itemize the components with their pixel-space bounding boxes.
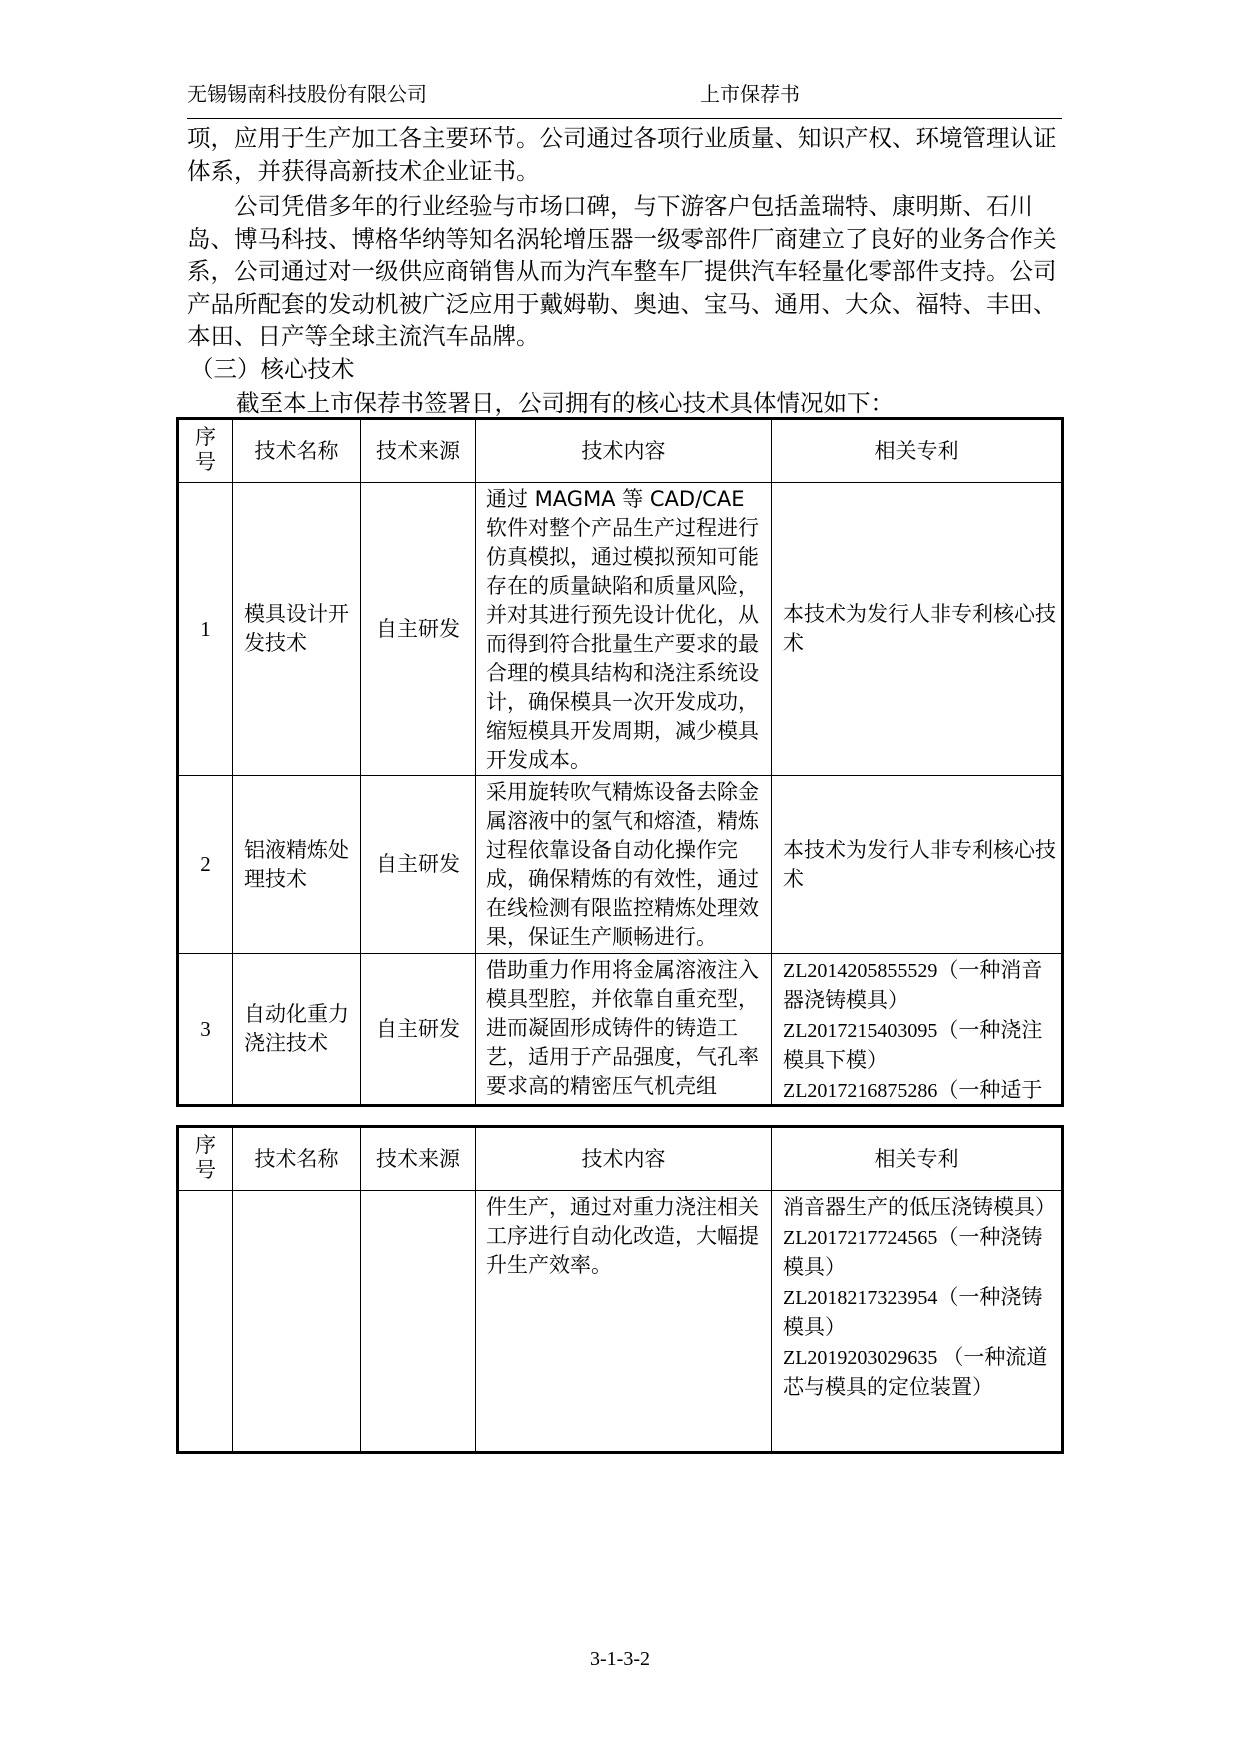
header-content: 技术内容: [476, 1127, 772, 1191]
row-patents: [772, 1191, 1063, 1453]
row-no: 2: [178, 776, 233, 954]
header-no: 序 号: [178, 419, 233, 483]
row-patents: 本技术为发行人非专利核心技术: [772, 776, 1063, 954]
header-content: 技术内容: [476, 419, 772, 483]
patent-item: ZL2019203029635 （一种流道芯与模具的定位装置）: [783, 1345, 1048, 1399]
page-number: 3-1-3-2: [590, 1648, 650, 1670]
table-header-row: [178, 1127, 1063, 1191]
row-content: 件生产，通过对重力浇注相关工序进行自动化改造，大幅提升生产效率。: [476, 1191, 772, 1453]
patent-item: ZL2018217323954（一种浇铸模具）: [783, 1285, 1043, 1339]
table-intro: 截至本上市保荐书签署日，公司拥有的核心技术具体情况如下：: [236, 389, 894, 417]
row-source: 自主研发: [361, 954, 476, 1106]
row-patents: [772, 954, 1063, 1106]
header-no: 序 号: [178, 1127, 233, 1191]
table-row: [178, 1191, 1063, 1453]
document-type: 上市保荐书: [700, 82, 800, 106]
patent-item: ZL2017215403095（一种浇注模具下模）: [783, 1018, 1043, 1072]
row-name: [233, 1191, 361, 1453]
header-name: 技术名称: [233, 1127, 361, 1191]
patent-item: ZL2017216875286（一种适于: [783, 1078, 1043, 1102]
row-no: 3: [178, 954, 233, 1106]
patent-item: ZL2017217724565（一种浇铸模具）: [783, 1225, 1043, 1279]
row-name: 自动化重力浇注技术: [233, 954, 361, 1106]
header-name: 技术名称: [233, 419, 361, 483]
patent-item: 消音器生产的低压浇铸模具）: [783, 1195, 1056, 1219]
table-row: [178, 776, 1063, 954]
row-no: [178, 1191, 233, 1453]
header-patents: 相关专利: [772, 1127, 1063, 1191]
row-name: 模具设计开发技术: [233, 483, 361, 776]
company-name: 无锡锡南科技股份有限公司: [187, 82, 427, 106]
table-row: [178, 954, 1063, 1106]
row-content: 通过 MAGMA 等 CAD/CAE 软件对整个产品生产过程进行仿真模拟，通过模拟预知可能存在的质量缺陷和质量风险，并对其进行预先设计优化，从而得到符合批量生产要求的最合理的模具结构和浇注系统设计，确保模具一次开发成功，缩短模具开发周期，减少模具开发成本。: [476, 483, 772, 776]
header-patents: 相关专利: [772, 419, 1063, 483]
row-content: 采用旋转吹气精炼设备去除金属溶液中的氢气和熔渣，精炼过程依靠设备自动化操作完成，确保精炼的有效性，通过在线检测有限监控精炼处理效果，保证生产顺畅进行。: [476, 776, 772, 954]
row-content: 借助重力作用将金属溶液注入模具型腔，并依靠自重充型，进而凝固形成铸件的铸造工艺，适用于产品强度，气孔率要求高的精密压气机壳组: [476, 954, 772, 1106]
row-source: [361, 1191, 476, 1453]
row-source: 自主研发: [361, 776, 476, 954]
core-tech-table-continued: [176, 1125, 1064, 1454]
row-no: 1: [178, 483, 233, 776]
table-header-row: [178, 419, 1063, 483]
paragraph-1: 项，应用于生产加工各主要环节。公司通过各项行业质量、知识产权、环境管理认证体系，并获得高新技术企业证书。: [187, 124, 1057, 185]
page-header: [187, 74, 1062, 119]
patent-item: ZL2014205855529（一种消音器浇铸模具）: [783, 958, 1043, 1012]
header-source: 技术来源: [361, 419, 476, 483]
row-name: 铝液精炼处理技术: [233, 776, 361, 954]
section-title: （三）核心技术: [190, 355, 355, 383]
header-source: 技术来源: [361, 1127, 476, 1191]
table-row: [178, 483, 1063, 776]
paragraph-2: 公司凭借多年的行业经验与市场口碑，与下游客户包括盖瑞特、康明斯、石川岛、博马科技、博格华纳等知名涡轮增压器一级零部件厂商建立了良好的业务合作关系，公司通过对一级供应商销售从而为汽车整车厂提供汽车轻量化零部件支持。公司产品所配套的发动机被广泛应用于戴姆勒、奥迪、宝马、通用、大众、福特、丰田、本田、日产等全球主流汽车品牌。: [187, 192, 1057, 350]
core-tech-table: [176, 417, 1064, 1107]
row-patents: 本技术为发行人非专利核心技术: [772, 483, 1063, 776]
row-source: 自主研发: [361, 483, 476, 776]
